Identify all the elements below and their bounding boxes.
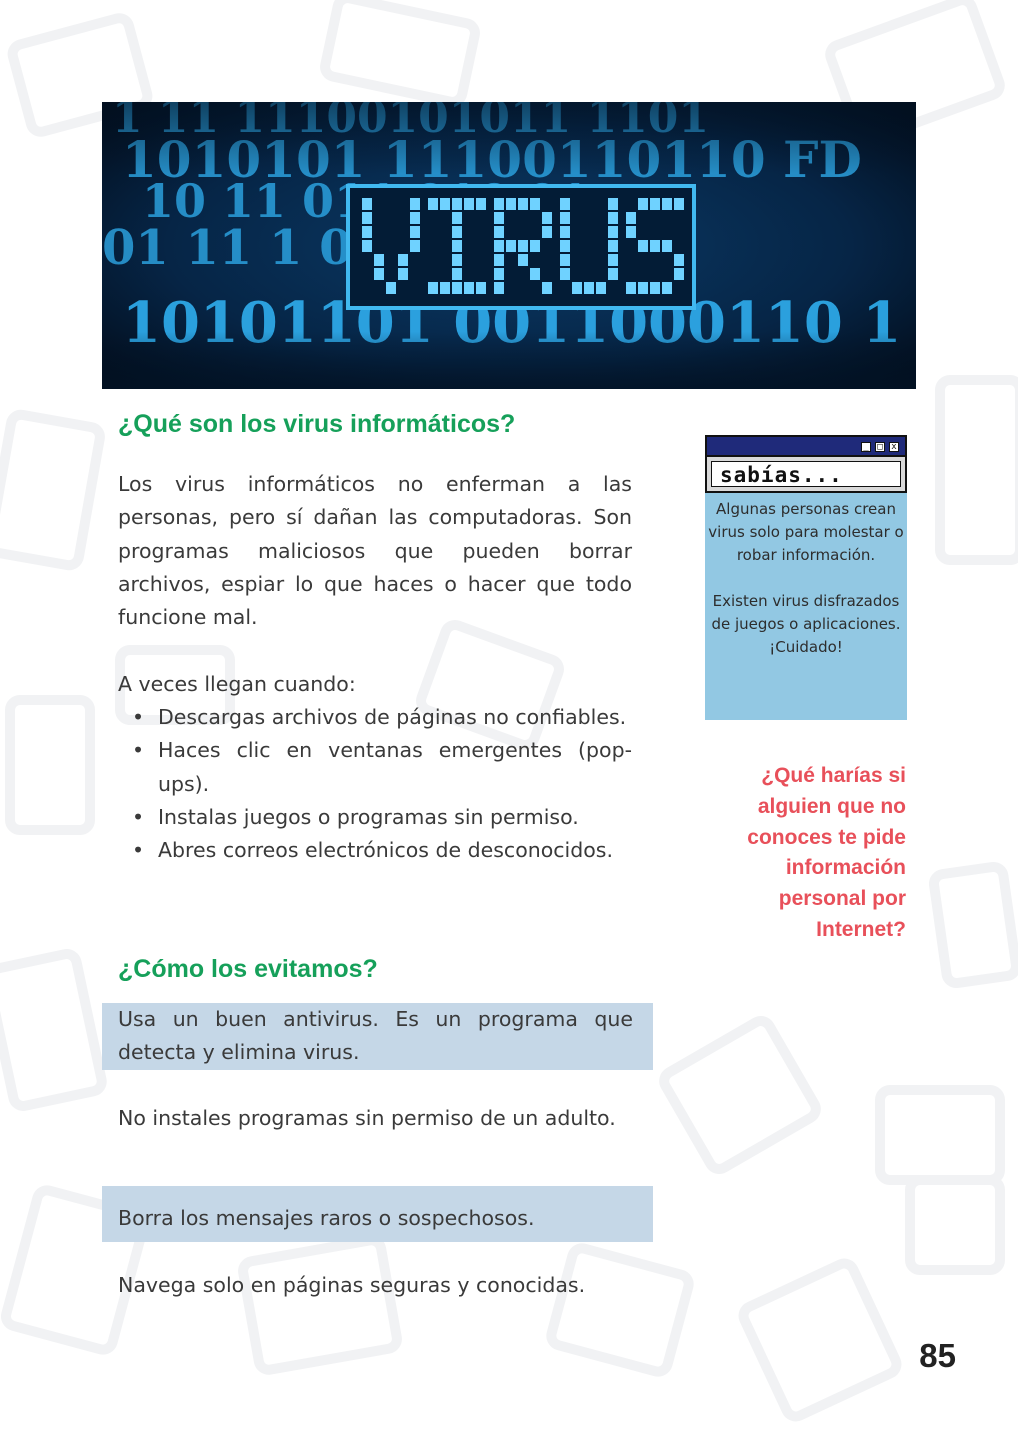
- did-you-know-title: sabías...: [720, 463, 843, 487]
- list-item: • Instalas juegos o programas sin permiso.: [132, 804, 579, 829]
- list-intro: A veces llegan cuando:: [118, 672, 356, 696]
- fact-1: Algunas personas crean virus solo para molestar o robar información.: [708, 500, 904, 564]
- tip-antivirus: Usa un buen antivirus. Es un programa que detecta y elimina virus.: [102, 1003, 653, 1070]
- tip-safe-browsing: Navega solo en páginas seguras y conocidas.: [118, 1273, 586, 1297]
- maximize-icon: □: [875, 442, 885, 452]
- window-body: [705, 455, 907, 493]
- intro-paragraph: Los virus informáticos no enferman a las personas, pero sí dañan las computadoras. Son programas maliciosos que pueden borrar archivos, espiar lo que haces o hacer que todo funcione mal.: [118, 472, 632, 630]
- close-icon: x: [889, 442, 899, 452]
- window-frame: [705, 435, 907, 493]
- list-item: • Abres correos electrónicos de desconocidos.: [132, 838, 613, 863]
- section-heading-virus: ¿Qué son los virus informáticos?: [118, 410, 516, 438]
- page-number: 85: [919, 1337, 956, 1374]
- window-field: [711, 461, 901, 487]
- virus-banner-image: [102, 102, 916, 389]
- window-titlebar: [705, 435, 907, 457]
- infection-reasons-list: [118, 701, 632, 867]
- tip-delete-messages: Borra los mensajes raros o sospechosos.: [102, 1186, 653, 1242]
- did-you-know-text: [705, 498, 907, 659]
- list-item: • Descargas archivos de páginas no confiables.: [132, 705, 627, 729]
- list-item: • Haces clic en ventanas emergentes (pop-ups).: [132, 738, 632, 796]
- fact-2: Existen virus disfrazados de juegos o aplicaciones. ¡Cuidado!: [711, 592, 901, 656]
- reflection-question: ¿Qué harías si alguien que no conoces te pide información personal por Internet?: [747, 764, 906, 941]
- tip-no-install: No instales programas sin permiso de un adulto.: [118, 1106, 616, 1130]
- section-heading-prevention: ¿Cómo los evitamos?: [118, 955, 378, 983]
- minimize-icon: _: [861, 442, 871, 452]
